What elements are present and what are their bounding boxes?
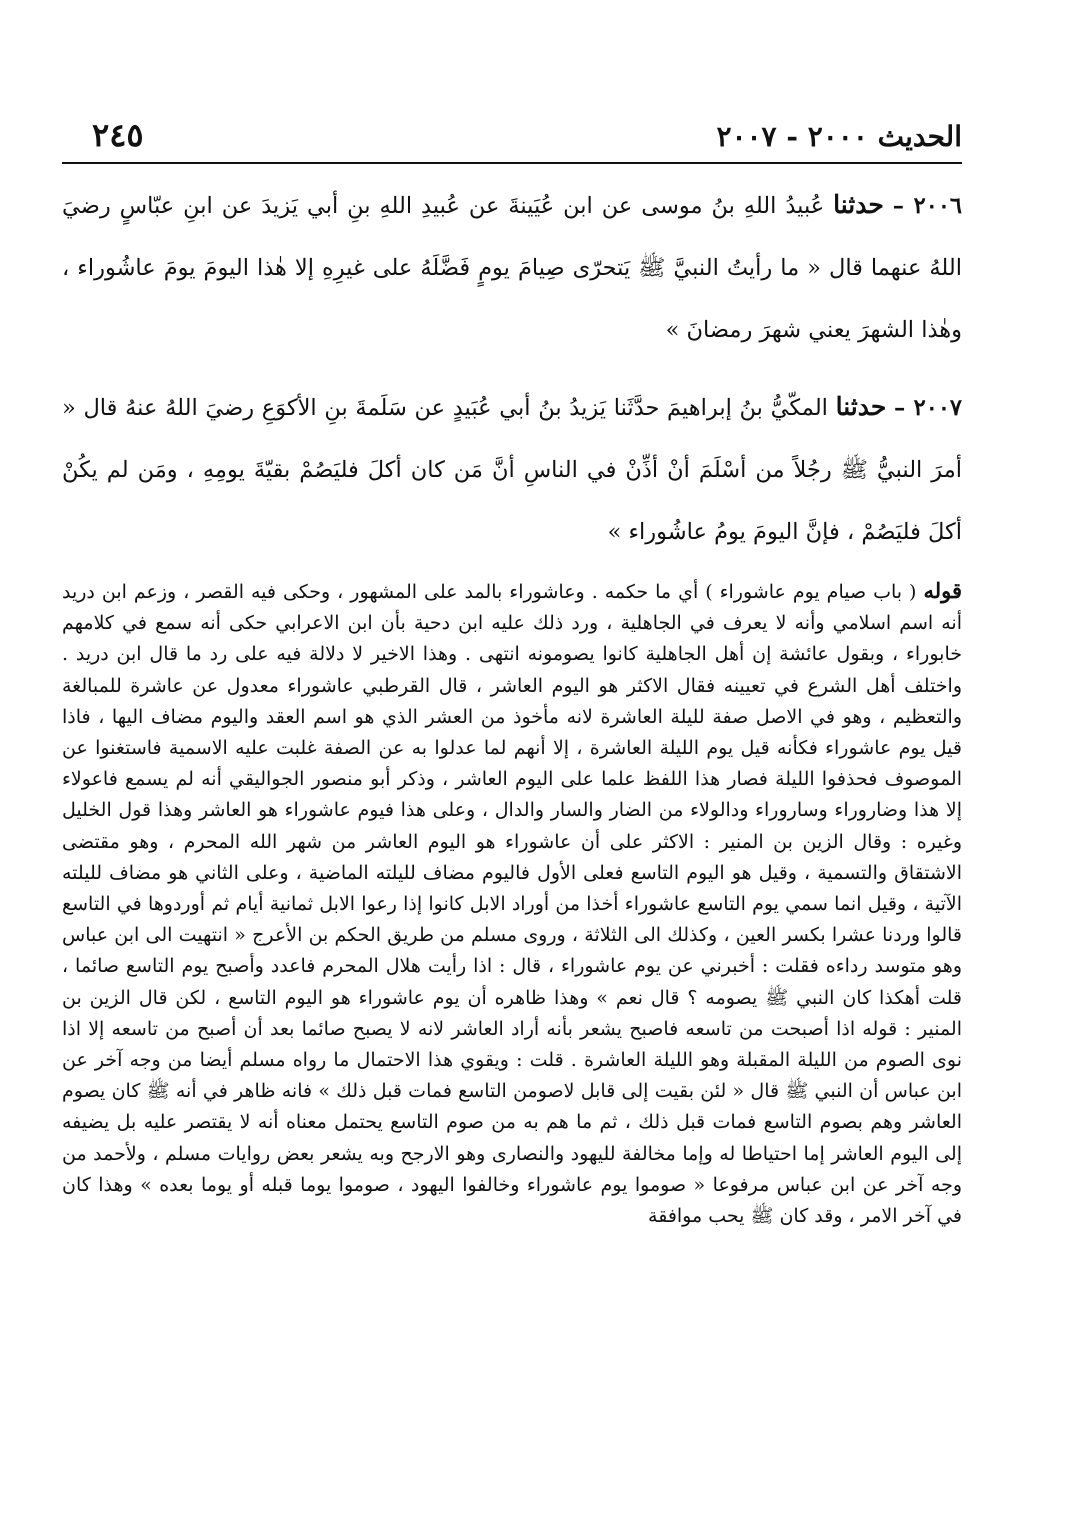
hadith-2006 [62,174,962,361]
hadith-opening: حدثنا [833,190,884,219]
hadith-opening: حدثنا [835,392,887,421]
hadith-text: عُبيدُ اللهِ بنُ موسى عن ابن عُيَينةَ عن عُبيدِ اللهِ بنِ أبي يَزيدَ عن ابنِ عبّاسٍ رضيَ اللهُ عنهما قال « ما رأيتُ النبيَّ ﷺ يَتحرّى صِيامَ يومٍ فَضَّلَهُ على غيرِهِ إلا هٰذا اليومَ يومَ عاشُوراء ، وهٰذا الشهرَ يعني شهرَ رمضانَ » [62,193,962,343]
running-head: الحديث ۲۰۰۰ - ۲۰۰۷ [716,120,962,153]
hadith-text: المكّيُّ بنُ إبراهيمَ حدَّثَنا يَزيدُ بنُ أبي عُبَيدٍ عن سَلَمةَ بنِ الأكوَعِ رضيَ اللهُ عنهُ قال « أمرَ النبيُّ ﷺ رجُلاً من أسْلَمَ أنْ أذِّنْ في الناسِ أنَّ مَن كان أكلَ فليَصُمْ بقيّةَ يومِهِ ، ومَن لم يكُنْ أكلَ فليَصُمْ ، فإنَّ اليومَ يومُ عاشُوراء » [62,395,962,545]
page-number: ۲٤٥ [92,116,144,154]
page-header [62,112,962,164]
hadith-2007 [62,376,962,563]
hadith-number: ۲۰۰۷ – [894,395,962,421]
commentary-text: ( باب صيام يوم عاشوراء ) أي ما حكمه . وعاشوراء بالمد على المشهور ، وحكى فيه القصر ، وزعم ابن دريد أنه اسم اسلامي وأنه لا يعرف في الجاهلية ، ورد ذلك عليه ابن دحية بأن ابن الاعرابي حكى أنه سمع في كلامهم خابوراء ، وبقول عائشة إن أهل الجاهلية كانوا يصومونه انتهى . وهذا الاخير لا دلالة فيه على رد ما قال ابن دريد . واختلف أهل الشرع في تعيينه فقال الاكثر هو اليوم العاشر ، قال القرطبي عاشوراء معدول عن عاشرة للمبالغة والتعظيم ، وهو في الاصل صفة لليلة العاشرة لانه مأخوذ من العشر الذي هو اسم العقد واليوم مضاف اليها ، فاذا قيل يوم عاشوراء فكأنه قيل يوم الليلة العاشرة ، إلا أنهم لما عدلوا به عن الصفة غلبت عليه الاسمية فاستغنوا عن الموصوف فحذفوا الليلة فصار هذا اللفظ علما على اليوم العاشر ، وذكر أبو منصور الجواليقي أنه لم يسمع فاعولاء إلا هذا وضاروراء وساروراء ودالولاء من الضار والسار والدال ، وعلى هذا فيوم عاشوراء هو العاشر وهذا قول الخليل وغيره : وقال الزين بن المنير : الاكثر على أن عاشوراء هو اليوم العاشر من شهر الله المحرم ، وهو مقتضى الاشتقاق والتسمية ، وقيل هو اليوم التاسع فعلى الأول فاليوم مضاف لليلته الماضية ، وعلى الثاني هو مضاف لليلته الآتية ، وقيل انما سمي يوم التاسع عاشوراء أخذا من أوراد الابل كانوا إذا رعوا الابل ثمانية أيام ثم أوردوها في التاسع قالوا وردنا عشرا بكسر العين ، وكذلك الى الثلاثة ، وروى مسلم من طريق الحكم بن الأعرج « انتهيت الى ابن عباس وهو متوسد رداءه فقلت : أخبرني عن يوم عاشوراء ، قال : اذا رأيت هلال المحرم فاعدد وأصبح يوم التاسع صائما ، قلت أهكذا كان النبي ﷺ يصومه ؟ قال نعم » وهذا ظاهره أن يوم عاشوراء هو اليوم التاسع ، لكن قال الزين بن المنير : قوله اذا أصبحت من تاسعه فاصبح يشعر بأنه أراد العاشر لانه لا يصبح صائما بعد أن أصبح من تاسعه إلا اذا نوى الصوم من الليلة المقبلة وهو الليلة العاشرة . قلت : ويقوي هذا الاحتمال ما رواه مسلم أيضا من وجه آخر عن ابن عباس أن النبي ﷺ قال « لئن بقيت إلى قابل لاصومن التاسع فمات قبل ذلك » فانه ظاهر في أنه ﷺ كان يصوم العاشر وهم بصوم التاسع فمات قبل ذلك ، ثم ما هم به من صوم التاسع يحتمل معناه أنه لا يقتصر عليه بل يضيفه إلى اليوم العاشر إما احتياطا له وإما مخالفة لليهود والنصارى وهو الارجح وبه يشعر بعض روايات مسلم ، ولأحمد من وجه آخر عن ابن عباس مرفوعا « صوموا يوم عاشوراء وخالفوا اليهود ، صوموا يوما قبله أو يوما بعده » وهذا كان في آخر الامر ، وقد كان ﷺ يحب موافقة [62,581,963,1228]
hadith-number: ۲۰۰٦ – [892,193,963,219]
book-page [62,112,962,1522]
commentary-lead: قوله [923,578,962,603]
commentary [62,575,962,1232]
